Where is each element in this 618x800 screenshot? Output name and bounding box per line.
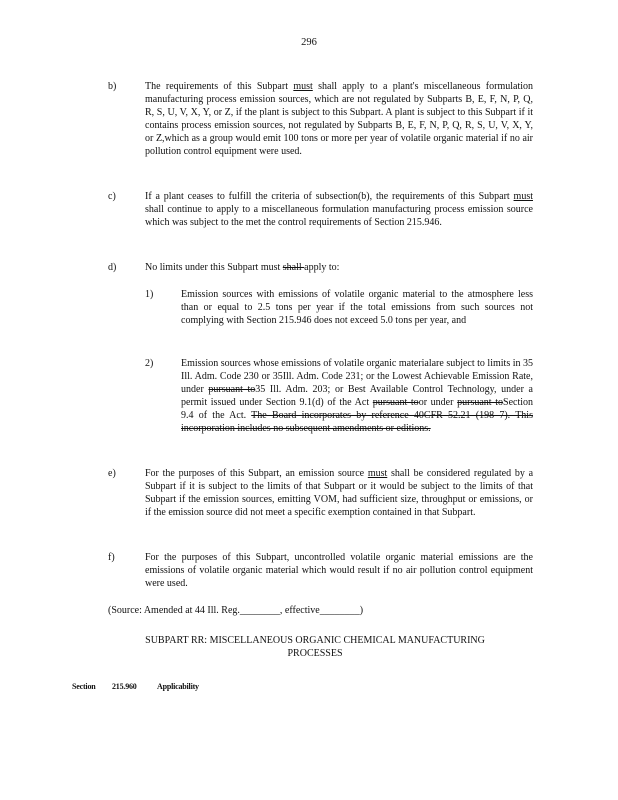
subpart-heading-line1: SUBPART RR: MISCELLANEOUS ORGANIC CHEMICAL MANUFACTURING — [145, 635, 485, 646]
deleted-text: pursuant to — [372, 397, 419, 408]
paragraph-label: f) — [108, 552, 115, 563]
subparagraph-text: Emission sources with emissions of volatile organic material to the atmosphere less than or equal to 2.5 tons per year if the total emissions from such sources not complying with Section 215.946 does not exceed 5.0 tons per year, and — [181, 289, 533, 326]
paragraph-label: b) — [108, 81, 117, 92]
paragraph-label: d) — [108, 262, 117, 273]
deleted-text: The Board incorporates by reference 40CFR 52.21 (198 7). This incorporation includes no subsequent amendments or editions. — [181, 410, 533, 434]
paragraph-b — [108, 80, 533, 158]
subpart-heading — [100, 634, 530, 660]
paragraph-text: If a plant ceases to fulfill the criteria of subsection(b), the requirements of this Subpart must shall continue to apply to a miscellaneous formulation manufacturing process emission source which was subject to the met the control requirements of Section 215.946. — [145, 191, 533, 228]
paragraph-d — [108, 261, 533, 274]
paragraph-text: No limits under this Subpart must shall apply to: — [145, 262, 340, 273]
inserted-text: must — [367, 468, 388, 479]
paragraph-text: For the purposes of this Subpart, an emission source must shall be considered regulated by a Subpart if it is subject to the limits of that Subpart or it would be subject to the limits of that Subpart if the emission sources, emitting VOM, had sufficient size, throughput or emissions, or if the emission source did not meet a specific exemption contained in that Subpart. — [145, 468, 534, 518]
paragraph-text: The requirements of this Subpart must shall apply to a plant's miscellaneous formulation manufacturing process emission sources, which are not regulated by Subparts B, E, F, N, P, Q, R, S, U, V, X, Y, or Z, if the plant is subject to this Subpart. A plant is subject to this Subpart if it contains process emission sources, not regulated by Subparts B, E, F, N, P, Q, R, S, U, V, X, Y, or Z,which as a group would emit 100 tons or more per year of volatile organic material if no air pollution control equipment were used. — [145, 81, 534, 157]
paragraph-c — [108, 190, 533, 229]
paragraph-f — [108, 551, 533, 590]
section-number: 215.960 — [112, 682, 137, 691]
section-word: Section — [72, 682, 96, 691]
deleted-text: shall — [282, 262, 305, 273]
paragraph-label: e) — [108, 468, 116, 479]
inserted-text: must — [513, 191, 533, 202]
subparagraph-label: 2) — [145, 358, 154, 369]
paragraph-label: c) — [108, 191, 116, 202]
deleted-text: pursuant to — [208, 384, 256, 395]
paragraph-text: For the purposes of this Subpart, uncontrolled volatile organic material emissions are the emissions of volatile organic material which would result if no air pollution control equipment were used. — [145, 552, 533, 589]
subparagraph-d1 — [145, 288, 533, 327]
paragraph-e — [108, 467, 533, 519]
subparagraph-text: Emission sources whose emissions of volatile organic materialare subject to limits in 35 Ill. Adm. Code 230 or 35Ill. Adm. Code 231; or the Lowest Achievable Emission Rate, under pursuant to35 Ill. Adm. 203; or Best Available Control Technology, under a permit issued under Section 9.1(d) of the Act pursuant toor under pursuant toSection 9.4 of the Act. The Board incorporates by reference 40CFR 52.21 (198 7). This incorporation includes no subsequent amendments or editions. — [181, 358, 534, 434]
source-note: (Source: Amended at 44 Ill. Reg.________, effective________) — [108, 605, 364, 616]
subpart-heading-line2: PROCESSES — [287, 648, 343, 659]
inserted-text: must — [293, 81, 313, 92]
section-heading — [72, 680, 199, 693]
page-number: 296 — [301, 37, 317, 48]
section-title: Applicability — [157, 682, 199, 691]
deleted-text: pursuant to — [457, 397, 504, 408]
subparagraph-d2 — [145, 357, 533, 435]
subparagraph-label: 1) — [145, 289, 154, 300]
